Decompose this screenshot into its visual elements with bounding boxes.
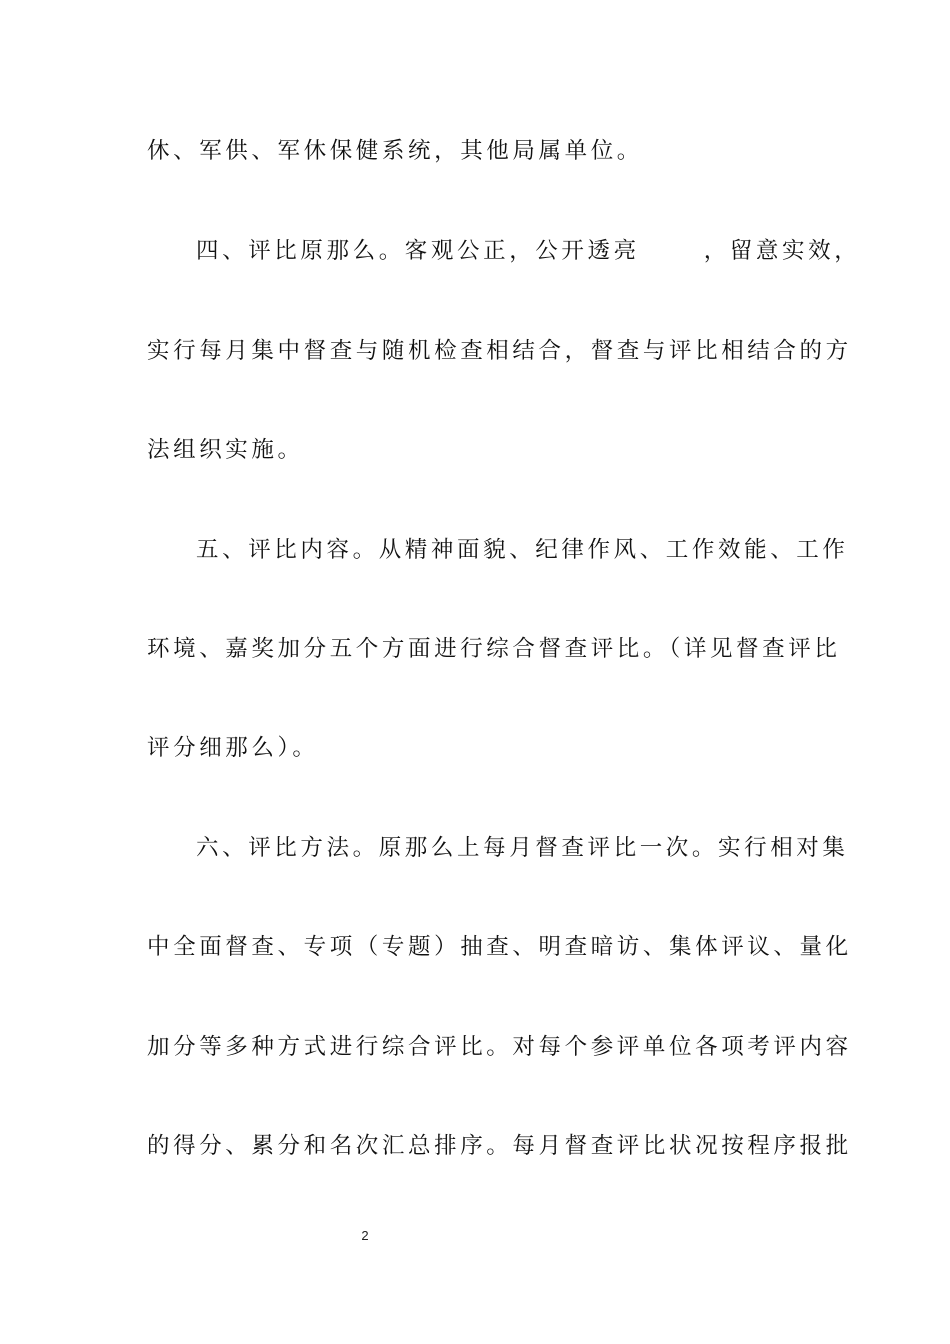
paragraph-line: 五、评比内容。从精神面貌、纪律作风、工作效能、工作 xyxy=(196,537,849,563)
paragraph-line: 的得分、累分和名次汇总排序。每月督查评比状况按程序报批 xyxy=(147,1133,852,1159)
paragraph-line: 六、评比方法。原那么上每月督查评比一次。实行相对集 xyxy=(196,835,849,861)
paragraph-line: 中全面督查、专项（专题）抽查、明查暗访、集体评议、量化 xyxy=(147,934,852,960)
paragraph-line-part: ，留意实效， xyxy=(703,238,861,264)
paragraph-line xyxy=(196,236,861,266)
paragraph-line: 实行每月集中督查与随机检查相结合，督查与评比相结合的方 xyxy=(147,338,852,364)
paragraph-line: 加分等多种方式进行综合评比。对每个参评单位各项考评内容 xyxy=(147,1034,852,1060)
page-number: 2 xyxy=(361,1228,369,1243)
paragraph-line: 法组织实施。 xyxy=(147,437,304,463)
paragraph-line-part: 四、评比原那么。客观公正，公开透亮 xyxy=(196,238,640,264)
paragraph-line: 评分细那么）。 xyxy=(147,735,319,761)
paragraph-line: 休、军供、军休保健系统，其他局属单位。 xyxy=(147,138,643,164)
paragraph-line: 环境、嘉奖加分五个方面进行综合督查评比。（详见督查评比 xyxy=(147,636,841,662)
